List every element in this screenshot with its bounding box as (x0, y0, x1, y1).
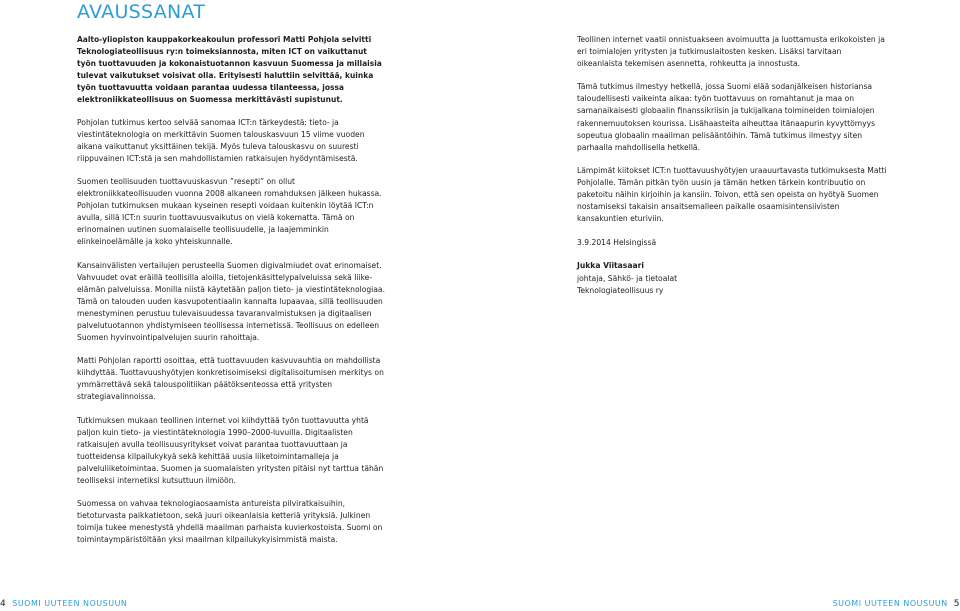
body-paragraph: Matti Pohjolan raportti osoittaa, että tuottavuuden kasvuvauhtia on mahdollista kiihdyttää. Tuottavuushyötyjen konkretisoimiseksi digitalisoitumisen merkitys on ymmärrettävä sekä talouspolitiikan päätöksenteossa että yritysten strategiavalinnoissa. (77, 356, 384, 402)
page-title: AVAUSSANAT (77, 1, 206, 23)
body-paragraph: Pohjolan tutkimus kertoo selvää sanomaa ICT:n tärkeydestä: tieto- ja viestintäteknologia on merkittävin Suomen talouskasvuun 15 viime vuoden aikana vaikuttanut yksittäinen tekijä. Myös tuleva talouskasvu on suuresti riippuvainen ICT:stä ja sen mahdollistamien ratkaisujen hyödyntämisestä. (77, 117, 365, 163)
page-number-right: 5 (953, 599, 960, 609)
footer-left-text: SUOMI UUTEEN NOUSUUN (12, 599, 128, 608)
signature-name: Jukka Viitasaari (577, 261, 644, 271)
signature-block (577, 260, 889, 296)
footer-right (833, 599, 960, 609)
body-paragraph: Lämpimät kiitokset ICT:n tuottavuushyötyjen uraauurtavasta tutkimuksesta Matti Pohjolalle. Tämän pitkän työn uusin ja tämän hetken tärkein kontribuutio on paketoitu näihin kirjoihin ja kansiin. Toivon, että sen opeista on hyötyä Suomen nostamiseksi takaisin ansaitsemalleen paikalle osaamisintensiivisten kansakuntien eturiviin. (577, 165, 887, 224)
lead-paragraph: Aalto-yliopiston kauppakorkeakoulun professori Matti Pohjola selvitti Teknologiateollisuus ry:n toimeksiannosta, miten ICT on vaikuttanut työn tuottavuuden ja kokonaistuotannon kasvuun Suomessa ja millaisia tulevat vaikutukset voisivat olla. Erityisesti haluttiin selvittää, kuinka työn tuottavuutta voidaan parantaa uudessa tilanteessa, jossa elektroniikkateollisuus on Suomessa merkittävästi supistunut. (77, 35, 382, 105)
signature-role: johtaja, Sähkö- ja tietoalat (577, 273, 678, 283)
body-paragraph: Teollinen internet vaatii onnistuakseen avoimuutta ja luottamusta erikokoisten ja eri toimialojen yritysten ja tutkimuslaitosten kesken. Lisäksi tarvitaan oikeanlaista tekemisen asennetta, rohkeutta ja innostusta. (577, 35, 885, 69)
left-column (77, 34, 387, 557)
body-paragraph: Tämä tutkimus ilmestyy hetkellä, jossa Suomi elää sodanjälkeisen historiansa taloudellisesti vaikeinta aikaa: työn tuottavuus on romahtanut ja maa on samanaikaisesti globaalin finanssikriisin ja tukijalkana toimineiden toimialojen rakennemuutoksen kourissa. Lisähaasteita aiheuttaa itänaapurin kyvyttömyys sopeutua globaalin maailman pelisääntöihin. Tämä tutkimus ilmestyy siten parhaalla mahdollisella hetkellä. (577, 82, 876, 152)
page-number-left: 4 (0, 599, 7, 609)
date-line: 3.9.2014 Helsingissä (577, 238, 657, 248)
body-paragraph: Kansainvälisten vertailujen perusteella Suomen digivalmiudet ovat erinomaiset. Vahvuudet ovat eräillä teollisilla aloilla, tietojenkäsittelypalveluissa sekä liike-elämän palveluissa. Monilla niistä käytetään paljon tieto- ja viestintäteknologiaa. Tämä on talouden uuden kasvupotentiaalin kannalta lupaavaa, sillä teollisuuden menestyminen perustuu tulevaisuudessa tavaranvalmistuksen ja digitaalisen palvelutuotannon yhdistymiseen teollisessa internetissä. Teollisuus on edelleen Suomen hyvinvointipalvelujen suurin rahoittaja. (77, 260, 385, 343)
footer-left (0, 599, 127, 609)
body-paragraph: Suomessa on vahvaa teknologiaosaamista antureista pilviratkaisuihin, tietoturvasta paikkatietoon, sekä juuri oikeanlaisia ketteriä yrityksiä. Julkinen toimija tukee menestystä yhdellä maailman parhaista kuvierkostoista. Suomi on toimintaympäristöltään yksi maailman kilpailukykyisimmistä maista. (77, 499, 383, 545)
body-paragraph: Suomen teollisuuden tuottavuuskasvun ”resepti” on ollut elektroniikkateollisuuden vuonna 2008 alkaneen romahduksen jälkeen hukassa. Pohjolan tutkimuksen mukaan kyseinen resepti voidaan kuitenkin löytää ICT:n avulla, sillä ICT:n suurin tuottavuusvaikutus on vielä kokematta. Tämä on erinomainen uutinen suomalaiselle teollisuudelle, ja laajemminkin elinkeinoelämälle ja koko yhteiskunnalle. (77, 176, 382, 247)
body-paragraph: Tutkimuksen mukaan teollinen internet voi kiihdyttää työn tuottavuutta yhtä paljon kuin tieto- ja viestintäteknologia 1990–2000-luvuilla. Digitaalisten ratkaisujen avulla teollisuusyritykset voivat parantaa tuottavuuttaan ja tuotteidensa kilpailukykyä sekä kehittää uusia liiketoimintamalleja ja palveluliiketoimintaa. Suomen ja suomalaisten yritysten pitäisi nyt tarttua tähän teolliseksi internetiksi kutsuttuun ilmiöön. (77, 415, 384, 485)
footer-right-text: SUOMI UUTEEN NOUSUUN (832, 599, 948, 608)
signature-org: Teknologiateollisuus ry (577, 285, 664, 295)
right-column (577, 34, 889, 297)
